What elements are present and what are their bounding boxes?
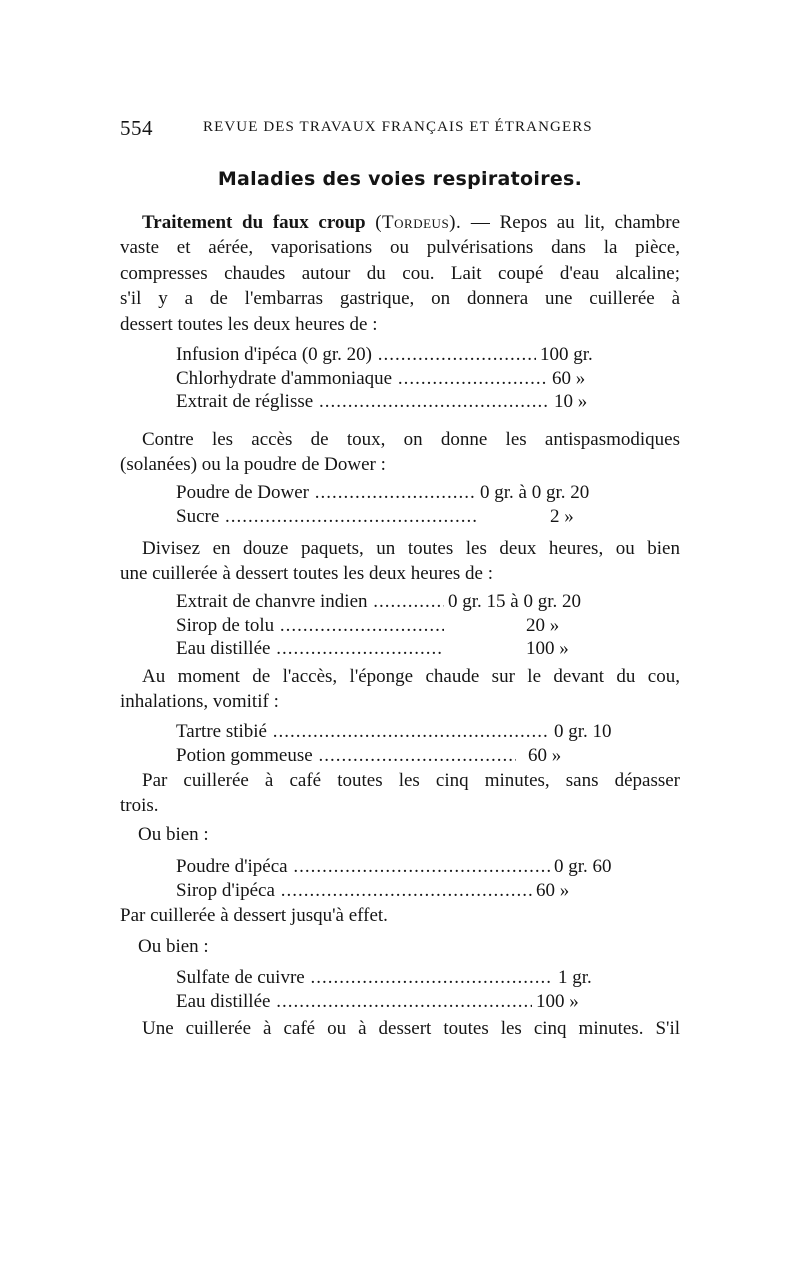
ou-bien-1: Ou bien : <box>138 824 209 845</box>
paragraph-3: Divisez en douze paquets, un toutes les deux heures, ou bien une cuillerée à dessert toutes les deux heures de : <box>120 538 680 585</box>
running-header <box>120 116 680 142</box>
paragraph-2: Contre les accès de toux, on donne les antispasmodiques (solanées) ou la poudre de Dower : <box>120 429 680 476</box>
paragraph-6: Par cuillerée à dessert jusqu'à effet. <box>120 905 388 926</box>
running-title: REVUE DES TRAVAUX FRANÇAIS ET ÉTRANGERS <box>203 119 593 135</box>
paragraph-4: Au moment de l'accès, l'éponge chaude sur le devant du cou, inhalations, vomitif : <box>120 666 680 713</box>
treatment-heading: Traitement du faux croup <box>142 212 366 233</box>
section-title: Maladies des voies respiratoires. <box>217 168 583 190</box>
intro-paragraph <box>120 210 680 337</box>
ou-bien-2: Ou bien : <box>138 936 209 957</box>
paragraph-5: Par cuillerée à café toutes les cinq minutes, sans dépasser trois. <box>120 770 680 817</box>
document-page: 554 REVUE DES TRAVAUX FRANÇAIS ET ÉTRANGERS Maladies des voies respiratoires. Traitement du faux croup (Tordeus). — Repos au lit, chambre vaste et aérée, vaporisations ou pulvérisations dans la pièce, compresses chaudes autour du cou. Lait coupé d'eau alcaline; s'il y a de l'embarras gastrique, on donnera une cuillerée à dessert toutes les deux heures de : Infusion d'ipéca (0 gr. 20) ..... 100 gr. Chlorhydrate d'ammoniaque ..... 60 » Extrait de réglisse ..... 10 » Contre les accès de toux, on donne les antispasmodiques (solanées) ou la poudre de Dower : Poudre de Dower ..... 0 gr. à 0 gr. 20 Sucre ..... 2 » Divisez en douze paquets, un toutes les deux heures, ou bien une cuillerée à dessert toutes les deux heures de : Extrait de chanvre indien ..... 0 gr. 15 à 0 gr. 20 Sirop de tolu ..... 20 » Eau distillée ..... 100 » Au moment de l'accès, l'éponge chaude sur le devant du cou, inhalations, vomitif : Tartre stibié ..... 0 gr. 10 Potion gommeuse ..... 60 » Par cuillerée à café toutes les cinq minutes, sans dépasser trois. Ou bien : Poudre d'ipéca ..... 0 gr. 60 Sirop d'ipéca ..... 60 » Par cuillerée à dessert jusqu'à effet. Ou bien : Sulfate de cuivre ..... 1 gr. Eau distillée ..... 100 » Une cuillerée à café ou à dessert toutes les cinq minutes. S'il <box>0 0 800 1262</box>
paragraph-7: Une cuillerée à café ou à dessert toutes les cinq minutes. S'il <box>142 1018 680 1039</box>
intro-line-5: dessert toutes les deux heures de : <box>120 313 378 335</box>
intro-line-2: vaste et aérée, vaporisations ou pulvérisations dans la pièce, <box>120 237 680 259</box>
intro-line-4: s'il y a de l'embarras gastrique, on donnera une cuillerée à <box>120 288 680 310</box>
author-name: (Tordeus). <box>375 212 462 233</box>
page-number: 554 <box>120 116 153 140</box>
intro-line-3: compresses chaudes autour du cou. Lait coupé d'eau alcaline; <box>120 262 680 284</box>
intro-line-1: Traitement du faux croup (Tordeus). — Repos au lit, chambre <box>142 212 680 233</box>
